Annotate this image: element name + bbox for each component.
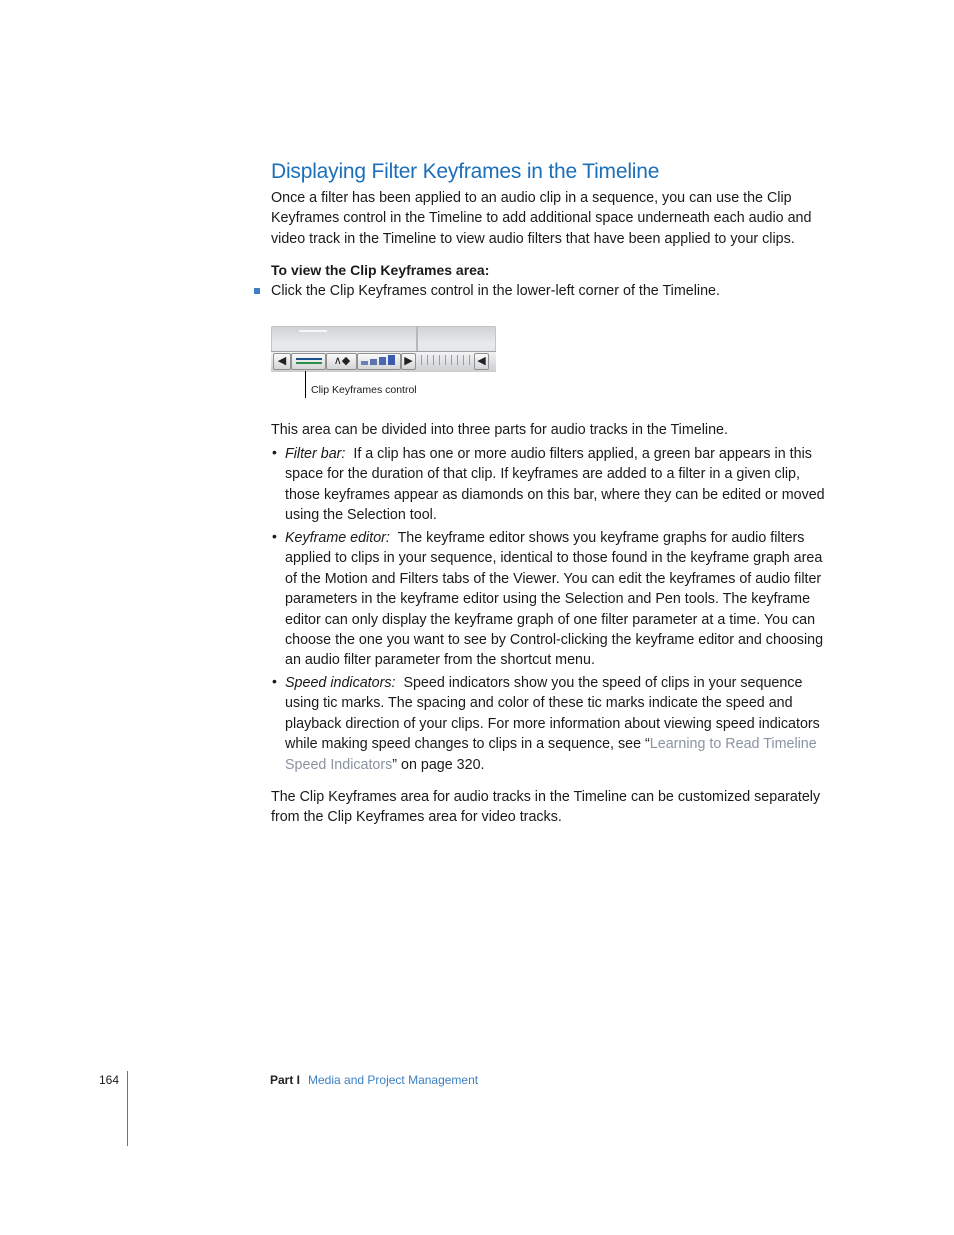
intro-paragraph: Once a filter has been applied to an audio clip in a sequence, you can use the Clip Keyframes control in the Timeline to add additional space underneath each audio and video track in the Timeline to view audio filters that have been applied to your clips. [271,190,812,247]
part-title: Media and Project Management [308,1073,479,1087]
bullet-dot: • [272,528,277,544]
bullet-text: If a clip has one or more audio filters applied, a green bar appears in this space for the duration of that clip. If keyframes are added to a filter in a given clip, those keyframes appear as diamonds on this bar, where they can be edited or moved using the Selection tool. [285,446,825,524]
bullet-term: Filter bar: [285,446,346,462]
bullet-term: Speed indicators: [285,675,396,691]
area-intro: This area can be divided into three parts for audio tracks in the Timeline. [271,422,728,438]
speaker-icon: ◀ [277,355,287,367]
part-label: Part I [270,1073,301,1087]
track-height-icon [379,357,386,365]
clip-keyframes-button[interactable] [291,353,326,370]
timeline-controls-figure [271,326,496,371]
figure-caption: Clip Keyframes control [311,384,417,396]
footer-rule [127,1071,128,1146]
audio-toggle-button[interactable] [273,353,291,370]
bullet-term: Keyframe editor: [285,530,390,546]
bullet-dot: • [272,673,277,689]
zoom-slider[interactable] [421,355,473,365]
closing-paragraph: The Clip Keyframes area for audio tracks in the Timeline can be customized separately from the Clip Keyframes area for video tracks. [271,789,821,826]
cross-reference-link[interactable]: Learning to Read Timeline Speed Indicators [285,736,817,773]
keyframe-graph-button[interactable] [326,353,357,370]
section-heading: Displaying Filter Keyframes in the Timeline [271,160,660,183]
step-text: Click the Clip Keyframes control in the lower-left corner of the Timeline. [271,283,720,299]
bullet-dot: • [272,444,277,460]
bullet-text: Speed indicators show you the speed of clips in your sequence using tic marks. The spacing and color of these tic marks indicate the speed and playback direction of your clips. For more information about viewing speed indicators while making speed changes to clips in a sequence, see “ [285,675,820,753]
track-height-icon [370,359,377,365]
footer-part [270,1073,478,1087]
right-arrow-icon: ▶ [404,355,413,367]
figure-highlight [299,330,327,332]
clip-keyframes-icon [296,358,322,360]
bullet-filter-bar [285,444,830,526]
bullet-keyframe-editor [285,528,830,671]
bullet-speed-indicators [285,673,830,775]
step-bullet-icon [254,288,260,294]
track-height-icon [388,355,395,365]
bullet-text: ” on page 320. [392,756,485,773]
scroll-left-button[interactable] [474,353,489,370]
page-number: 164 [99,1073,120,1087]
left-arrow-icon: ◀ [477,355,486,367]
callout-line [305,371,306,398]
expand-button[interactable] [401,353,416,370]
keyframe-graph-icon: ∧◆ [333,355,351,367]
track-height-icon [361,361,368,365]
bullet-text: The keyframe editor shows you keyframe graphs for audio filters applied to clips in your sequence, identical to those found in the keyframe graph area of the Motion and Filters tabs of the Viewer. You can edit the keyframes of audio filter parameters in the keyframe editor using the Selection and Pen tools. The keyframe editor can only display the keyframe graph of one filter parameter at a time. You can choose the one you want to see by Control-clicking the keyframe editor and choosing an audio filter parameter from the shortcut menu. [285,530,824,669]
task-heading: To view the Clip Keyframes area: [271,262,490,278]
